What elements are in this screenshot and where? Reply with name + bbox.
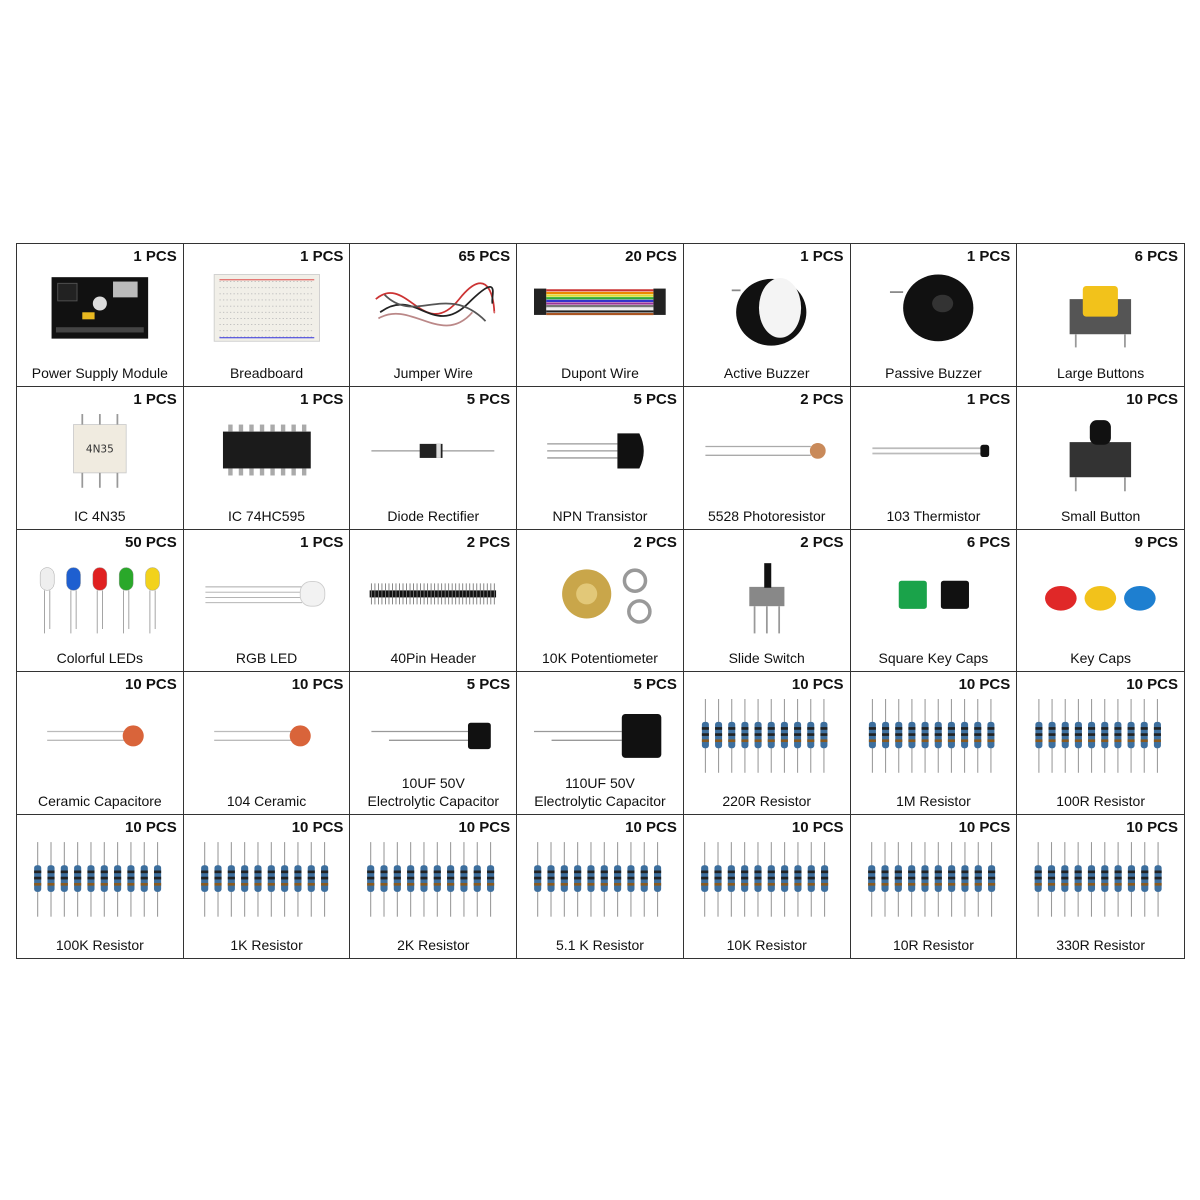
- component-name-line1: 330R Resistor: [1056, 937, 1145, 953]
- component-card: [1017, 530, 1184, 673]
- component-name: [686, 936, 848, 954]
- component-name: [519, 364, 681, 382]
- component-card: [184, 815, 351, 958]
- component-name-line1: 103 Thermistor: [886, 507, 981, 524]
- component-name-line1: Power Supply Module: [31, 364, 168, 381]
- resistors-icon: [1021, 692, 1180, 780]
- component-card: [851, 530, 1018, 673]
- component-card: [517, 815, 684, 958]
- component-card: [1017, 387, 1184, 530]
- component-name: [352, 649, 514, 667]
- component-name: [352, 364, 514, 382]
- component-card: [684, 244, 851, 387]
- component-name: [853, 364, 1015, 382]
- breadboard-icon: [188, 264, 346, 352]
- quantity-label: 10 PCS: [791, 676, 844, 694]
- svg-text:4N35: 4N35: [85, 443, 114, 456]
- component-name-line1: 10UF 50V: [401, 775, 465, 792]
- component-name: [1019, 792, 1182, 810]
- component-name-line1: 220R Resistor: [722, 793, 812, 810]
- component-card: [517, 244, 684, 387]
- component-name: [352, 774, 514, 810]
- component-name: [519, 774, 681, 810]
- component-card: [350, 672, 517, 815]
- resistors-icon: [521, 835, 679, 924]
- quantity-label: 1 PCS: [966, 248, 1011, 265]
- component-card: [184, 672, 351, 815]
- quantity-label: 10 PCS: [958, 819, 1011, 837]
- key-caps-icon: [1021, 550, 1180, 638]
- component-card: [851, 672, 1018, 815]
- component-name-line2: Electrolytic Capacitor: [367, 793, 500, 810]
- power-supply-module-icon: [21, 264, 179, 352]
- component-card: [17, 530, 184, 673]
- component-name-line1: IC 4N35: [74, 507, 126, 524]
- quantity-label: 2 PCS: [800, 390, 844, 408]
- component-card: [1017, 244, 1184, 387]
- component-card: [517, 387, 684, 530]
- component-name-line1: Breadboard: [229, 364, 304, 381]
- component-card: [851, 387, 1018, 530]
- component-name: [853, 936, 1015, 954]
- component-name: [186, 936, 348, 954]
- component-card: [851, 244, 1018, 387]
- component-name: [686, 507, 848, 525]
- component-name: [519, 507, 681, 525]
- quantity-label: 2 PCS: [466, 533, 511, 551]
- component-card: [184, 530, 351, 673]
- component-name: [519, 649, 681, 667]
- quantity-label: 20 PCS: [625, 248, 677, 265]
- component-name: [1019, 364, 1182, 382]
- component-name: [19, 364, 181, 382]
- component-name-line1: 1M Resistor: [896, 793, 971, 810]
- large-button-icon: [1021, 264, 1180, 352]
- component-name-line1: Passive Buzzer: [885, 364, 982, 381]
- component-name-line1: Dupont Wire: [561, 364, 639, 381]
- pin-header-icon: [354, 550, 512, 638]
- electrolytic-capacitor-small-icon: [354, 692, 512, 780]
- quantity-label: 10 PCS: [791, 819, 844, 837]
- component-card: [684, 815, 851, 958]
- photoresistor-icon: [688, 407, 846, 495]
- component-name-line1: Ceramic Capacitore: [37, 793, 162, 810]
- component-card: [350, 244, 517, 387]
- quantity-label: 50 PCS: [125, 533, 177, 551]
- component-name-line1: Diode Rectifier: [387, 507, 480, 524]
- rgb-led-icon: [188, 550, 346, 638]
- component-name-line1: 10K Potentiometer: [542, 650, 658, 667]
- small-button-icon: [1021, 407, 1180, 495]
- resistors-icon: [21, 835, 179, 924]
- quantity-label: 6 PCS: [1134, 248, 1178, 265]
- component-card: [517, 672, 684, 815]
- quantity-label: 10 PCS: [1126, 819, 1178, 837]
- component-card: [17, 672, 184, 815]
- quantity-label: 2 PCS: [800, 533, 844, 551]
- component-name-line1: IC 74HC595: [228, 507, 306, 524]
- quantity-label: 10 PCS: [958, 676, 1011, 694]
- component-name-line1: 104 Ceramic: [226, 793, 307, 810]
- component-name-line1: 110UF 50V: [565, 775, 635, 792]
- square-key-caps-icon: [855, 550, 1013, 638]
- component-name: [352, 936, 514, 954]
- quantity-label: 1 PCS: [133, 390, 177, 408]
- component-name: [686, 364, 848, 382]
- component-name-line1: 100R Resistor: [1056, 793, 1145, 810]
- component-name-line1: 40Pin Header: [390, 650, 477, 667]
- component-card: [684, 530, 851, 673]
- component-name-line1: Active Buzzer: [723, 364, 810, 381]
- component-card: [17, 244, 184, 387]
- colorful-leds-icon: [21, 550, 179, 638]
- component-name: [19, 507, 181, 525]
- component-card: [350, 530, 517, 673]
- component-card: [851, 815, 1018, 958]
- component-name: [686, 649, 848, 667]
- resistors-icon: [188, 835, 346, 924]
- component-name: [1019, 936, 1182, 954]
- component-name: [352, 507, 514, 525]
- quantity-label: 1 PCS: [300, 533, 344, 551]
- resistors-icon: [688, 692, 846, 780]
- component-card: [1017, 815, 1184, 958]
- jumper-wire-icon: [354, 264, 512, 352]
- quantity-label: 1 PCS: [966, 390, 1011, 408]
- quantity-label: 10 PCS: [1126, 390, 1178, 408]
- component-name: [519, 936, 681, 954]
- component-card: [17, 815, 184, 958]
- potentiometer-icon: [521, 550, 679, 638]
- component-name: [853, 649, 1015, 667]
- dupont-wire-icon: [521, 264, 679, 352]
- quantity-label: 9 PCS: [1134, 533, 1178, 551]
- thermistor-icon: [855, 407, 1013, 495]
- quantity-label: 10 PCS: [125, 819, 177, 837]
- quantity-label: 1 PCS: [133, 248, 177, 265]
- component-card: [517, 530, 684, 673]
- component-name: [853, 507, 1015, 525]
- quantity-label: 10 PCS: [625, 819, 677, 837]
- component-name-line1: NPN Transistor: [552, 507, 648, 524]
- component-name: [186, 507, 348, 525]
- resistors-icon: [855, 835, 1013, 924]
- component-name-line1: Slide Switch: [728, 650, 805, 667]
- transistor-icon: [521, 407, 679, 495]
- component-card: [1017, 672, 1184, 815]
- component-name-line1: Large Buttons: [1057, 364, 1145, 381]
- quantity-label: 5 PCS: [633, 676, 677, 694]
- ceramic-capacitor-icon: [21, 692, 179, 780]
- quantity-label: 10 PCS: [291, 819, 344, 837]
- quantity-label: 1 PCS: [800, 248, 844, 265]
- component-name: [19, 936, 181, 954]
- resistors-icon: [855, 692, 1013, 780]
- active-buzzer-icon: [688, 264, 846, 352]
- component-name: [853, 792, 1015, 810]
- component-card: [17, 387, 184, 530]
- component-card: [684, 672, 851, 815]
- component-name-line1: 5528 Photoresistor: [707, 507, 826, 524]
- ic-74hc595-icon: [188, 407, 346, 495]
- component-name-line1: 5.1 K Resistor: [556, 937, 644, 953]
- component-name: [686, 792, 848, 810]
- ceramic-capacitor-icon: [188, 692, 346, 780]
- component-name: [186, 649, 348, 667]
- component-name: [1019, 507, 1182, 525]
- component-name-line1: RGB LED: [235, 650, 298, 667]
- quantity-label: 10 PCS: [1126, 676, 1178, 694]
- component-name-line1: 10K Resistor: [726, 937, 807, 953]
- ic-4n35-icon: [21, 407, 179, 495]
- component-name: [186, 364, 348, 382]
- quantity-label: 10 PCS: [291, 676, 344, 694]
- quantity-label: 10 PCS: [125, 676, 177, 694]
- component-name: [19, 792, 181, 810]
- component-card: [350, 815, 517, 958]
- component-grid: [16, 243, 1185, 959]
- component-card: [350, 387, 517, 530]
- quantity-label: 6 PCS: [966, 533, 1011, 551]
- component-name-line1: Square Key Caps: [878, 650, 989, 667]
- component-name: [186, 792, 348, 810]
- component-name-line1: 1K Resistor: [230, 937, 303, 953]
- electrolytic-capacitor-large-icon: [521, 692, 679, 780]
- resistors-icon: [354, 835, 512, 924]
- component-name-line1: Key Caps: [1070, 650, 1131, 667]
- resistors-icon: [688, 835, 846, 924]
- component-name: [19, 649, 181, 667]
- component-card: [184, 387, 351, 530]
- slide-switch-icon: [688, 550, 846, 638]
- component-name: [1019, 649, 1182, 667]
- quantity-label: 65 PCS: [458, 248, 511, 265]
- passive-buzzer-icon: [855, 264, 1013, 352]
- quantity-label: 5 PCS: [466, 390, 511, 408]
- quantity-label: 1 PCS: [300, 390, 344, 408]
- resistors-icon: [1021, 835, 1180, 924]
- diode-icon: [354, 407, 512, 495]
- component-card: [184, 244, 351, 387]
- component-name-line1: Colorful LEDs: [56, 650, 144, 667]
- component-name-line1: 2K Resistor: [397, 937, 470, 953]
- component-name-line1: 10R Resistor: [892, 937, 974, 953]
- quantity-label: 1 PCS: [300, 248, 344, 265]
- component-name-line1: 100K Resistor: [55, 937, 144, 953]
- quantity-label: 5 PCS: [466, 676, 511, 694]
- quantity-label: 2 PCS: [633, 533, 677, 551]
- component-name-line1: Jumper Wire: [393, 364, 473, 381]
- component-card: [684, 387, 851, 530]
- quantity-label: 5 PCS: [633, 390, 677, 408]
- quantity-label: 10 PCS: [458, 819, 511, 837]
- component-name-line2: Electrolytic Capacitor: [534, 793, 666, 810]
- component-name-line1: Small Button: [1060, 507, 1141, 524]
